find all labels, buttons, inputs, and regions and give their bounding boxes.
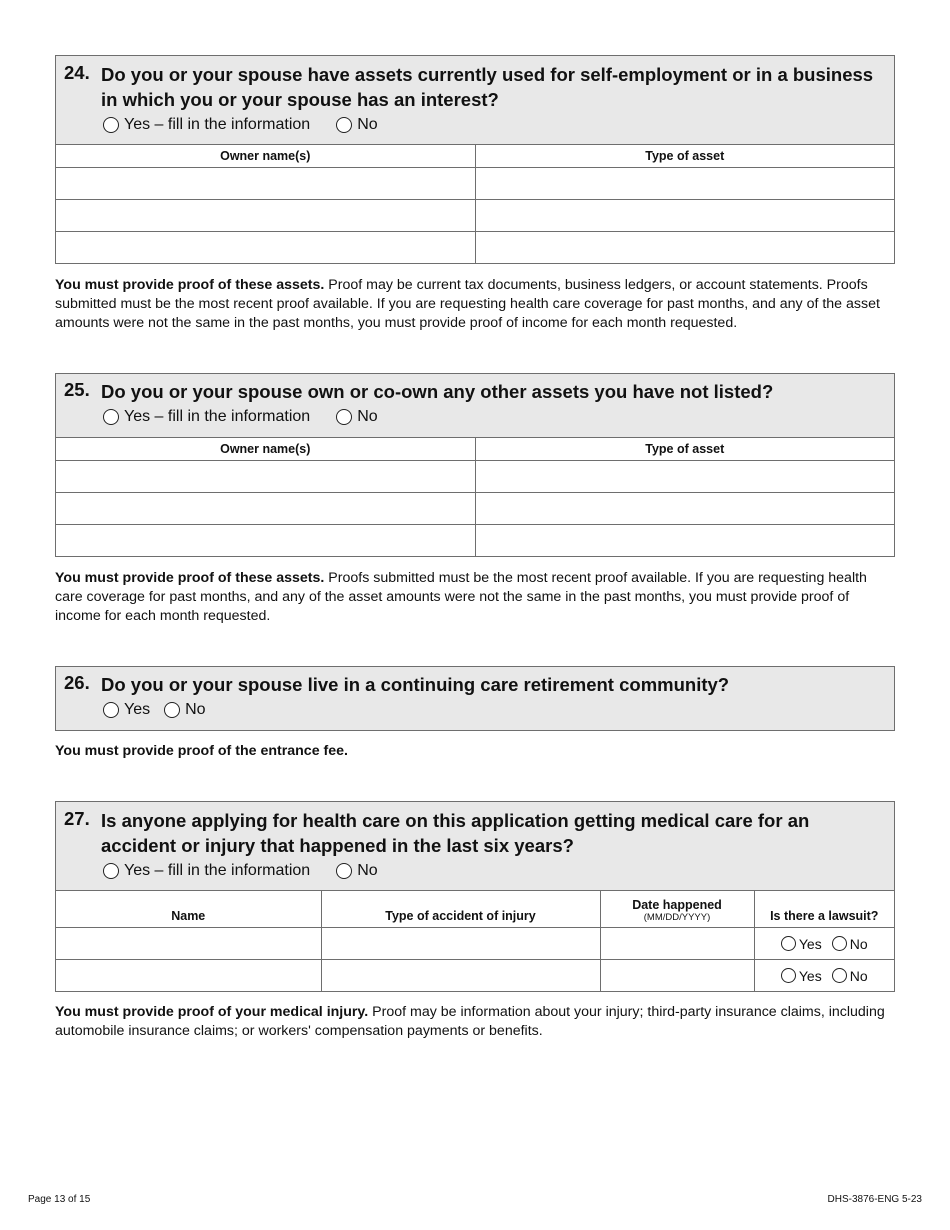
table-row	[56, 493, 894, 525]
q25-owner-cell[interactable]	[56, 461, 475, 493]
q27-date-cell[interactable]	[600, 928, 754, 960]
q27-col-date-format: (MM/DD/YYYY)	[643, 912, 711, 923]
q25-type-cell[interactable]	[475, 525, 894, 557]
q25-question: Do you or your spouse own or co-own any other assets you have not listed?	[101, 381, 774, 402]
q26-note	[55, 742, 895, 761]
q26-number: 26.	[64, 672, 90, 693]
q27-no-radio[interactable]	[336, 863, 352, 879]
q25-type-cell[interactable]	[475, 461, 894, 493]
q27-col-type: Type of accident of injury	[321, 891, 600, 928]
q26-section	[55, 666, 895, 731]
form-id: DHS-3876-ENG 5-23	[827, 1194, 922, 1205]
q27-col-date	[600, 891, 754, 928]
q25-no-radio[interactable]	[336, 409, 352, 425]
q25-section	[55, 373, 895, 557]
q25-options	[103, 404, 894, 430]
q27-no-label: No	[357, 862, 378, 879]
q27-lawsuit-yes-radio[interactable]	[781, 936, 796, 951]
q24-no-label: No	[357, 116, 378, 133]
q24-owner-cell[interactable]	[56, 232, 475, 264]
q25-owner-cell[interactable]	[56, 493, 475, 525]
q24-type-cell[interactable]	[475, 232, 894, 264]
q25-col-owner: Owner name(s)	[56, 438, 475, 461]
q24-yes-label: Yes – fill in the information	[124, 116, 311, 133]
q24-note	[55, 276, 895, 333]
q25-no-label: No	[357, 408, 378, 425]
q27-note-text: Proof may be information about your injury; third-party insurance claims, including automobile insurance claims; or workers' compensation payments or benefits.	[55, 1004, 885, 1039]
q24-yes-option[interactable]	[103, 116, 310, 134]
q26-options	[103, 697, 894, 723]
table-row	[56, 960, 894, 992]
q27-note	[55, 1003, 895, 1041]
q27-question: Is anyone applying for health care on this application getting medical care for an accident or injury that happened in the last six years?	[101, 810, 810, 856]
q24-number: 24.	[64, 62, 90, 83]
page-number: Page 13 of 15	[28, 1194, 91, 1205]
q27-yes-radio[interactable]	[103, 863, 119, 879]
q27-lawsuit-no-label: No	[849, 967, 868, 984]
q27-lawsuit-yes-label: Yes	[798, 967, 822, 984]
q27-date-cell[interactable]	[600, 960, 754, 992]
q24-no-radio[interactable]	[336, 117, 352, 133]
q26-yes-radio[interactable]	[103, 702, 119, 718]
q26-yes-label: Yes	[124, 701, 151, 718]
q25-yes-option[interactable]	[103, 408, 310, 426]
q26-header	[56, 667, 894, 730]
q27-no-option[interactable]	[336, 862, 377, 880]
table-row	[56, 168, 894, 200]
table-row	[56, 461, 894, 493]
q27-lawsuit-yes-option[interactable]	[781, 936, 822, 952]
q24-table	[56, 144, 894, 263]
q25-owner-cell[interactable]	[56, 525, 475, 557]
q25-yes-label: Yes – fill in the information	[124, 408, 311, 425]
q26-no-option[interactable]	[164, 701, 205, 719]
q27-lawsuit-yes-option[interactable]	[781, 968, 822, 984]
q24-note-text: Proof may be current tax documents, business ledgers, or account statements. Proofs submitted must be the most recent proof available. If you are requesting health care coverage for past months, and any of the asset amounts were not the same in the past months, you must provide proof of income for each month requested.	[55, 277, 880, 331]
q27-lawsuit-no-radio[interactable]	[832, 936, 847, 951]
q27-lawsuit-cell	[754, 960, 894, 992]
q24-section	[55, 55, 895, 264]
q26-question: Do you or your spouse live in a continuing care retirement community?	[101, 674, 730, 695]
q24-type-cell[interactable]	[475, 200, 894, 232]
q27-lawsuit-no-option[interactable]	[832, 968, 868, 984]
q27-lawsuit-no-radio[interactable]	[832, 968, 847, 983]
q26-note-bold: You must provide proof of the entrance fee.	[55, 743, 348, 759]
q27-number: 27.	[64, 808, 90, 829]
q27-lawsuit-yes-radio[interactable]	[781, 968, 796, 983]
q25-table	[56, 437, 894, 556]
q24-question: Do you or your spouse have assets currently used for self-employment or in a business in which you or your spouse has an interest?	[101, 64, 874, 110]
q25-no-option[interactable]	[336, 408, 377, 426]
q27-note-bold: You must provide proof of your medical injury.	[55, 1004, 369, 1020]
q26-yes-option[interactable]	[103, 701, 150, 719]
q26-no-label: No	[185, 701, 206, 718]
q27-name-cell[interactable]	[56, 960, 321, 992]
q25-note-text: Proofs submitted must be the most recent proof available. If you are requesting health care coverage for past months, and any of the asset amounts were not the same in the past months, you must provide proof of income for each month requested.	[55, 570, 867, 624]
table-row	[56, 525, 894, 557]
q24-owner-cell[interactable]	[56, 200, 475, 232]
q24-type-cell[interactable]	[475, 168, 894, 200]
q27-col-date-label: Date happened	[632, 898, 722, 912]
q24-note-bold: You must provide proof of these assets.	[55, 277, 325, 293]
q27-lawsuit-yes-label: Yes	[798, 935, 822, 952]
q25-type-cell[interactable]	[475, 493, 894, 525]
q27-col-name: Name	[56, 891, 321, 928]
q25-note-bold: You must provide proof of these assets.	[55, 570, 325, 586]
q24-yes-radio[interactable]	[103, 117, 119, 133]
table-row	[56, 928, 894, 960]
q27-lawsuit-no-option[interactable]	[832, 936, 868, 952]
q24-options	[103, 112, 894, 138]
q24-header	[56, 56, 894, 144]
q25-yes-radio[interactable]	[103, 409, 119, 425]
table-row	[56, 232, 894, 264]
q25-header	[56, 374, 894, 437]
q27-yes-label: Yes – fill in the information	[124, 862, 311, 879]
table-row	[56, 200, 894, 232]
q24-owner-cell[interactable]	[56, 168, 475, 200]
q27-type-cell[interactable]	[321, 928, 600, 960]
q27-lawsuit-no-label: No	[849, 935, 868, 952]
q24-col-owner: Owner name(s)	[56, 145, 475, 168]
q27-options	[103, 858, 894, 884]
q25-note	[55, 569, 895, 626]
q25-number: 25.	[64, 379, 90, 400]
q27-col-lawsuit: Is there a lawsuit?	[754, 891, 894, 928]
q27-name-cell[interactable]	[56, 928, 321, 960]
q25-col-type: Type of asset	[475, 438, 894, 461]
q24-no-option[interactable]	[336, 116, 377, 134]
q27-type-cell[interactable]	[321, 960, 600, 992]
q27-header	[56, 802, 894, 890]
q27-table	[56, 890, 894, 991]
q27-lawsuit-cell	[754, 928, 894, 960]
q27-section	[55, 801, 895, 992]
q27-yes-option[interactable]	[103, 862, 310, 880]
q24-col-type: Type of asset	[475, 145, 894, 168]
q26-no-radio[interactable]	[164, 702, 180, 718]
